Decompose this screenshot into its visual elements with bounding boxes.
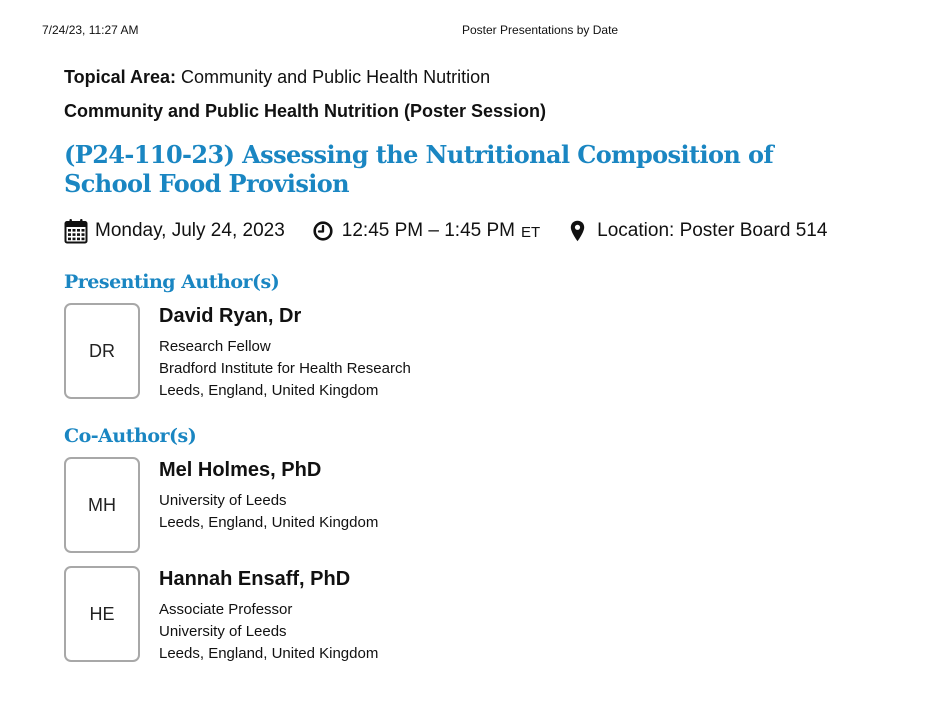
meta-time	[313, 220, 540, 242]
author-name: Mel Holmes, PhD	[159, 459, 322, 481]
print-header	[0, 23, 940, 39]
author-location: Leeds, England, United Kingdom	[159, 514, 379, 531]
author-card	[64, 303, 904, 402]
clock-icon	[313, 221, 342, 241]
presentation-time: 12:45 PM – 1:45 PM	[341, 220, 515, 241]
author-info	[159, 458, 378, 534]
coauthors-heading: Co-Author(s)	[64, 425, 197, 447]
avatar: HE	[64, 566, 140, 662]
avatar: DR	[64, 303, 140, 399]
presentation-title: (P24-110-23) Assessing the Nutritional Composition of School Food Provision	[64, 140, 774, 198]
avatar: MH	[64, 457, 140, 553]
meta-date	[64, 218, 285, 244]
author-title: Associate Professor	[159, 601, 293, 618]
author-name: David Ryan, Dr	[159, 305, 302, 327]
timezone-label: ET	[521, 223, 541, 241]
author-institution: University of Leeds	[159, 492, 287, 509]
calendar-icon	[64, 218, 95, 244]
author-name: Hannah Ensaff, PhD	[159, 568, 351, 590]
print-document-title: Poster Presentations by Date	[462, 23, 619, 37]
presentation-date: Monday, July 24, 2023	[95, 220, 285, 241]
presentation-meta	[64, 218, 904, 244]
author-info	[159, 304, 411, 402]
author-location: Leeds, England, United Kingdom	[159, 645, 379, 662]
session-name: Community and Public Health Nutrition (Poster Session)	[64, 101, 547, 121]
author-card	[64, 457, 904, 553]
presentation-detail	[64, 66, 904, 665]
presenting-authors-heading: Presenting Author(s)	[64, 271, 280, 293]
meta-location	[570, 220, 827, 242]
author-institution: Bradford Institute for Health Research	[159, 360, 411, 377]
author-info	[159, 567, 378, 665]
print-datetime: 7/24/23, 11:27 AM	[42, 23, 139, 37]
author-institution: University of Leeds	[159, 623, 287, 640]
author-location: Leeds, England, United Kingdom	[159, 382, 379, 399]
author-card	[64, 566, 904, 665]
author-title: Research Fellow	[159, 338, 271, 355]
topical-area	[64, 66, 904, 88]
topical-area-label: Topical Area:	[64, 67, 177, 87]
presentation-location: Location: Poster Board 514	[597, 220, 828, 241]
map-pin-icon	[570, 220, 597, 242]
topical-area-value: Community and Public Health Nutrition	[181, 67, 491, 87]
